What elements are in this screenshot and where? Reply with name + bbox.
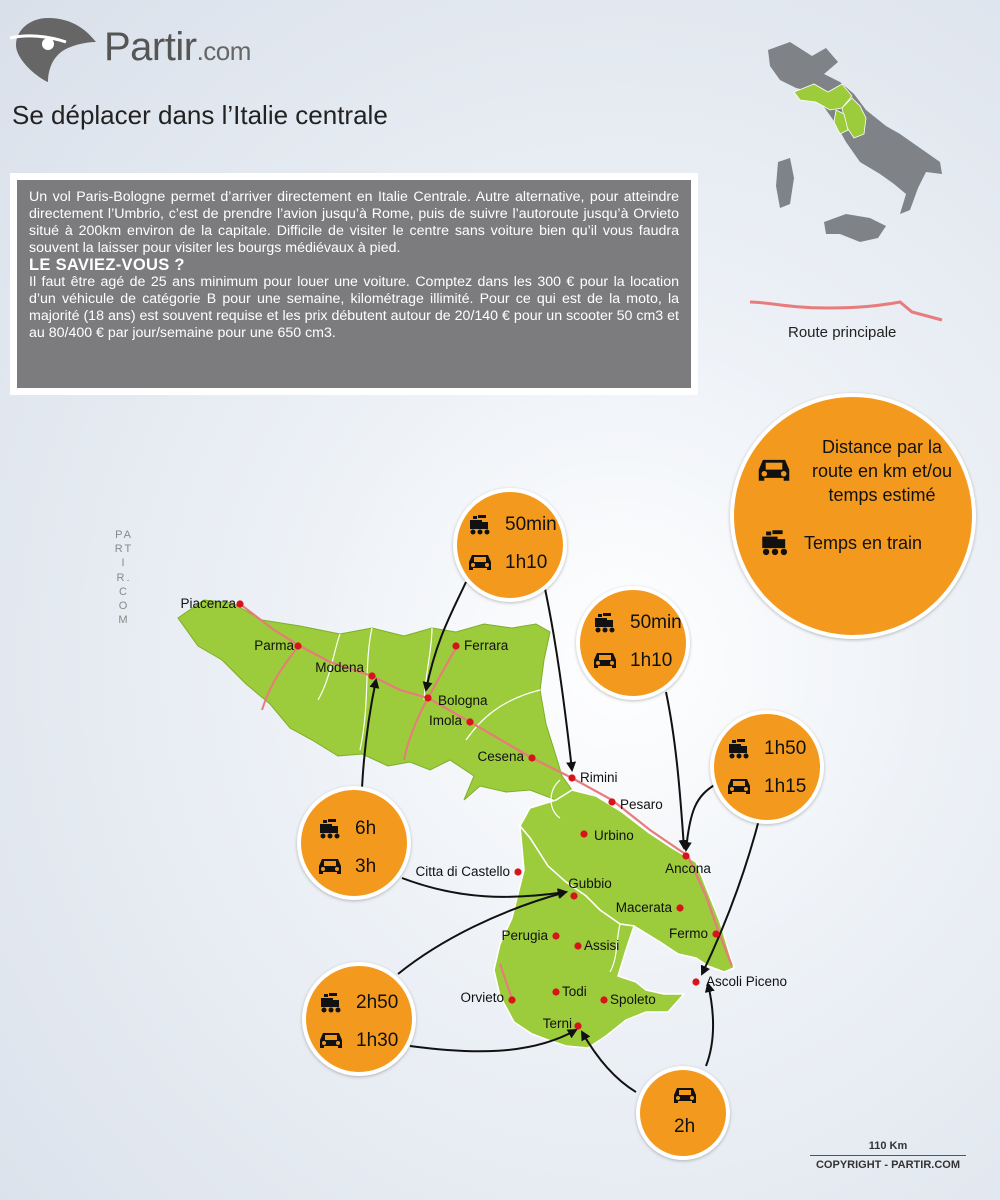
train-icon xyxy=(758,529,792,557)
page-title: Se déplacer dans l’Italie centrale xyxy=(12,100,388,130)
bubble-train-time: 2h50 xyxy=(356,992,399,1013)
city-dot-urbino xyxy=(580,830,587,837)
bubble-car-time: 1h10 xyxy=(505,552,548,573)
city-label-citta-di-castello: Citta di Castello xyxy=(415,864,510,879)
bubble-bologna-rimini xyxy=(453,488,567,602)
watermark: PARTIR.COM xyxy=(114,529,134,627)
car-icon xyxy=(467,553,493,573)
city-dot-parma xyxy=(294,642,301,649)
bubble-car-time: 2h xyxy=(674,1116,696,1137)
bubble-car-time: 1h30 xyxy=(356,1030,399,1051)
bubble-gubbio-terni xyxy=(302,962,416,1076)
city-label-imola: Imola xyxy=(428,713,462,728)
saviez-text: Il faut être agé de 25 ans minimum pour louer une voiture. Comptez dans les 300 € pour la location d’un véhicule de catégorie B pour une semaine, kilométrage illimité. Pour ce qui est de la moto, la majorité (18 ans) est souvent requise et les prix débutent autour de 20/140 € pour un scooter 50 cm3 et au 80/400 € par jour/semaine pour une 650 cm3. xyxy=(29,274,679,341)
city-dot-ascoli-piceno xyxy=(692,978,699,985)
saviez-title: LE SAVIEZ-VOUS ? xyxy=(29,256,185,274)
city-label-perugia: Perugia xyxy=(501,928,548,943)
city-label-urbino: Urbino xyxy=(594,828,634,843)
city-dot-perugia xyxy=(552,932,559,939)
city-dot-assisi xyxy=(574,942,581,949)
city-label-ancona: Ancona xyxy=(665,861,711,876)
bubble-train-time: 6h xyxy=(355,818,377,839)
city-label-spoleto: Spoleto xyxy=(610,992,656,1007)
bubble-train-time: 1h50 xyxy=(764,738,807,759)
city-dot-piacenza xyxy=(236,600,243,607)
city-dot-todi xyxy=(552,988,559,995)
car-icon xyxy=(756,457,792,485)
city-label-assisi: Assisi xyxy=(584,938,620,953)
city-dot-spoleto xyxy=(600,996,607,1003)
bubble-car-time: 1h10 xyxy=(630,650,673,671)
info-paragraph: Un vol Paris-Bologne permet d’arriver directement en Italie Centrale. Autre alternative, pour atteindre directement l’Umbrio, c’est de prendre l’avion jusqu’à Rome, puis de suivre l’autoroute jusqu’à Orvieto situé à 200km environ de la capitale. Difficile de visiter le centre sans voiture bien qu’il vous faudra souvent la laisser pour visiter les bourgs médiévaux à pied. xyxy=(29,189,679,256)
car-icon xyxy=(318,1031,344,1051)
city-label-ascoli-piceno: Ascoli Piceno xyxy=(706,974,788,989)
city-label-cesena: Cesena xyxy=(477,749,524,764)
city-dot-gubbio xyxy=(570,892,577,899)
car-icon xyxy=(726,777,752,797)
bubble-ancona-ascoli xyxy=(710,710,824,824)
legend-bubble xyxy=(730,393,976,639)
city-label-pesaro: Pesaro xyxy=(620,797,663,812)
arrow-ascoli-2 xyxy=(706,984,713,1066)
city-label-ferrara: Ferrara xyxy=(464,638,509,653)
city-label-piacenza: Piacenza xyxy=(180,596,236,611)
bubble-car-time: 3h xyxy=(355,856,377,877)
city-label-macerata: Macerata xyxy=(615,900,672,915)
city-dot-orvieto xyxy=(508,996,515,1003)
city-dot-macerata xyxy=(676,904,683,911)
train-icon xyxy=(467,514,493,536)
city-label-todi: Todi xyxy=(562,984,587,999)
car-icon xyxy=(672,1086,698,1106)
bubble-rimini-ancona xyxy=(576,586,690,700)
bubble-train-time: 50min xyxy=(630,612,682,633)
legend-train-label: Temps en train xyxy=(804,532,923,553)
city-label-rimini: Rimini xyxy=(580,770,618,785)
city-dot-citta-di-castello xyxy=(514,868,521,875)
car-icon xyxy=(592,651,618,671)
train-icon xyxy=(317,818,343,840)
bubble-car-time: 1h15 xyxy=(764,776,807,797)
city-dot-cesena xyxy=(528,754,535,761)
bubble-train-time: 50min xyxy=(505,514,557,535)
city-dot-pesaro xyxy=(608,798,615,805)
bubble-terni-ascoli xyxy=(636,1066,730,1160)
train-icon xyxy=(592,612,618,634)
city-label-modena: Modena xyxy=(315,660,364,675)
city-label-fermo: Fermo xyxy=(668,926,708,941)
arrow-ancona-1 xyxy=(666,692,684,848)
scale-bar xyxy=(808,1140,968,1171)
legend-road-label: Distance par la route en km et/ou temps estimé xyxy=(811,437,953,505)
city-label-gubbio: Gubbio xyxy=(568,876,612,891)
train-icon xyxy=(318,992,344,1014)
city-label-parma: Parma xyxy=(254,638,294,653)
city-dot-rimini xyxy=(568,774,575,781)
city-dot-ancona xyxy=(682,852,689,859)
copyright: COPYRIGHT - PARTIR.COM xyxy=(815,1159,960,1171)
city-label-terni: Terni xyxy=(542,1016,572,1031)
city-dot-terni xyxy=(574,1022,581,1029)
city-label-orvieto: Orvieto xyxy=(460,990,504,1005)
train-icon xyxy=(726,738,752,760)
brand-name: Partir.com xyxy=(104,24,251,69)
arrow-ancona-2 xyxy=(686,784,716,850)
city-dot-modena xyxy=(368,672,375,679)
scale-value: 110 Km xyxy=(868,1140,908,1152)
route-legend-label: Route principale xyxy=(788,324,897,341)
car-icon xyxy=(317,857,343,877)
city-dot-imola xyxy=(466,718,473,725)
city-label-bologna: Bologna xyxy=(438,693,488,708)
bubble-modena-gubbio xyxy=(297,786,411,900)
city-dot-fermo xyxy=(712,930,719,937)
city-dot-bologna xyxy=(424,694,431,701)
city-dot-ferrara xyxy=(452,642,459,649)
